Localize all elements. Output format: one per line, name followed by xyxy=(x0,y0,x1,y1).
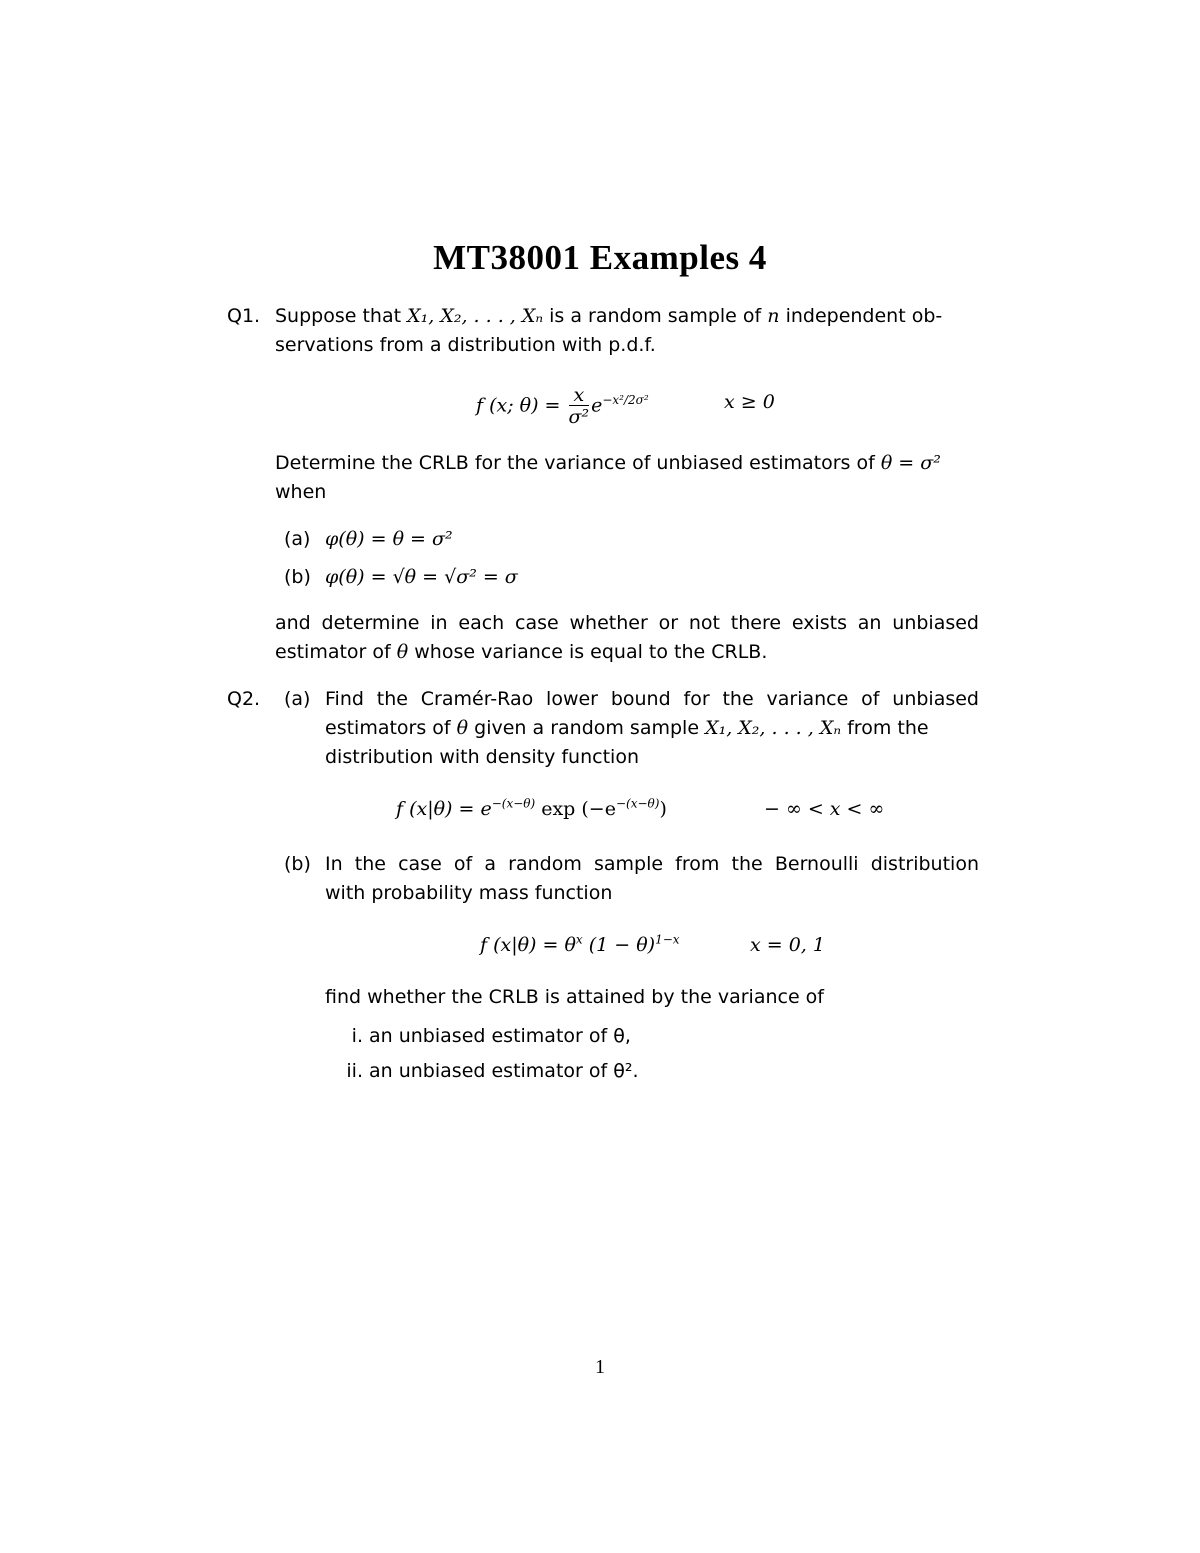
q1-determine-line xyxy=(275,449,941,478)
q2-a-theta-symbol: θ xyxy=(456,717,469,739)
q2-find-line: find whether the CRLB is attained by the variance of xyxy=(325,986,824,1008)
q2-a-text-c: from the xyxy=(847,717,929,739)
q2-part-a-label: (a) xyxy=(284,688,311,710)
q1-part-a-label: (a) xyxy=(284,528,311,550)
q2-pmf-mid: (1 − θ) xyxy=(588,934,656,956)
q2-density-exp: exp (−e xyxy=(541,798,616,820)
q2-pmf-domain: x = 0, 1 xyxy=(750,934,825,956)
q1-pdf-lhs: f (x; θ) = xyxy=(476,394,561,417)
q1-when: when xyxy=(275,481,327,503)
q1-part-b-label: (b) xyxy=(284,566,311,588)
question-1-intro xyxy=(275,302,942,331)
q2-a-text-b: given a random sample xyxy=(474,717,700,739)
q1-pdf-numerator: x xyxy=(569,385,590,406)
page-title: MT38001 Examples 4 xyxy=(433,238,767,277)
q1-pdf-fraction xyxy=(569,385,590,428)
q2-a-sample-sequence: X₁, X₂, . . . , Xₙ xyxy=(705,717,842,739)
q2-part-b-line-1: In the case of a random sample from the Bernoulli distribution xyxy=(325,853,979,875)
q1-part-a-expression: φ(θ) = θ = σ² xyxy=(325,528,453,550)
q1-part-b-expression: φ(θ) = √θ = √σ² = σ xyxy=(325,566,518,588)
q2-pmf-lhs: f (x|θ) = θ xyxy=(480,934,576,956)
q1-conclusion-line-1: and determine in each case whether or not there exists an unbiased xyxy=(275,612,979,634)
q2-part-b-label: (b) xyxy=(284,853,311,875)
q1-pdf-exp-power: −x²/2σ² xyxy=(602,393,649,408)
q1-conclusion-line-2 xyxy=(275,638,767,667)
q1-pdf-domain: x ≥ 0 xyxy=(724,391,775,413)
q2-item-2-label: ii. xyxy=(346,1060,363,1082)
q1-pdf-equation xyxy=(476,385,649,428)
q1-sample-sequence: X₁, X₂, . . . , Xₙ xyxy=(407,305,544,327)
q2-pmf-power-1: x xyxy=(575,932,583,947)
q2-density-power-1: −(x−θ) xyxy=(491,796,536,811)
q2-a-text-a: estimators of xyxy=(325,717,451,739)
q2-part-a-line-2 xyxy=(325,714,929,743)
q2-part-a-line-1: Find the Cramér-Rao lower bound for the variance of unbiased xyxy=(325,688,979,710)
q1-n-symbol: n xyxy=(767,305,780,327)
q1-theta-equals-sigma-sq: θ = σ² xyxy=(880,452,941,474)
page-number: 1 xyxy=(595,1356,605,1378)
q2-density-power-2: −(x−θ) xyxy=(615,796,660,811)
q2-density-domain: − ∞ < x < ∞ xyxy=(764,798,885,820)
q1-conclusion-text-a: estimator of xyxy=(275,641,391,663)
q2-density-lhs: f (x|θ) = e xyxy=(396,798,492,820)
q2-item-2-text: an unbiased estimator of θ². xyxy=(369,1060,639,1082)
q2-part-a-line-3: distribution with density function xyxy=(325,746,639,768)
q2-pmf-power-2: 1−x xyxy=(655,932,680,947)
q2-item-1-text: an unbiased estimator of θ, xyxy=(369,1025,631,1047)
question-1-label: Q1. xyxy=(227,305,261,327)
q2-item-1-label: i. xyxy=(351,1025,363,1047)
q1-intro-text-c: independent ob- xyxy=(785,305,943,327)
question-1-line-2: servations from a distribution with p.d.f. xyxy=(275,334,656,356)
q1-intro-text-a: Suppose that xyxy=(275,305,402,327)
q1-theta-symbol: θ xyxy=(396,641,409,663)
q2-density-equation xyxy=(396,795,667,824)
q1-pdf-exp-base: e xyxy=(591,394,603,417)
question-2-label: Q2. xyxy=(227,688,261,710)
q1-intro-text-b: is a random sample of xyxy=(549,305,762,327)
q1-conclusion-text-b: whose variance is equal to the CRLB. xyxy=(414,641,768,663)
q1-pdf-denominator: σ² xyxy=(568,406,590,428)
q2-part-b-line-2: with probability mass function xyxy=(325,882,613,904)
q2-pmf-equation xyxy=(480,931,680,960)
q2-density-close-paren: ) xyxy=(659,798,667,820)
q1-determine-text: Determine the CRLB for the variance of unbiased estimators of xyxy=(275,452,875,474)
